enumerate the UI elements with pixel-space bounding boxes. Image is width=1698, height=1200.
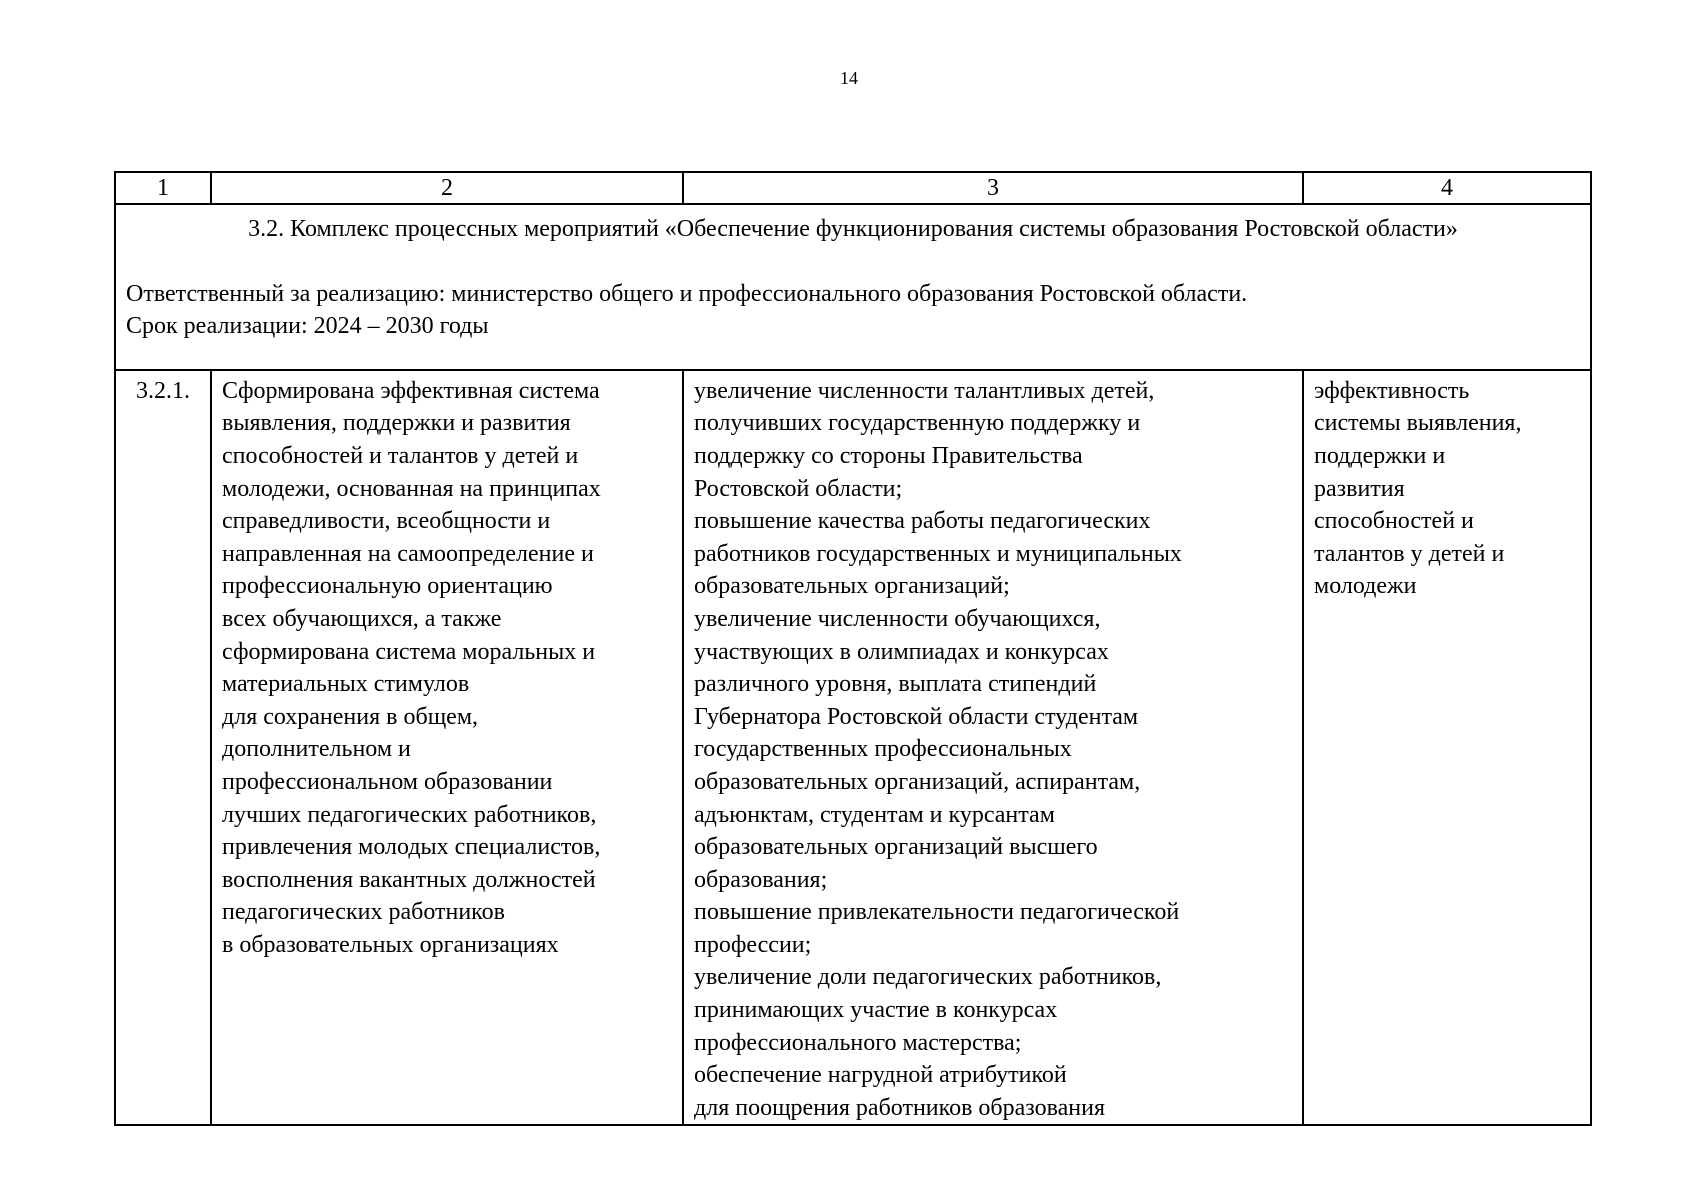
- task-line: профессионального мастерства;: [694, 1029, 1022, 1056]
- result-line: привлечения молодых специалистов,: [222, 834, 601, 861]
- result-line: способностей и талантов у детей и: [222, 442, 579, 469]
- section-row: [115, 204, 1591, 370]
- result-line: сформирована система моральных и: [222, 638, 596, 665]
- task-line: образования;: [694, 866, 828, 893]
- measures-table: [114, 171, 1592, 1126]
- indicator-line: талантов у детей и: [1314, 540, 1505, 567]
- task-line: увеличение численности талантливых детей,: [694, 377, 1155, 404]
- result-line: всех обучающихся, а также: [222, 605, 502, 632]
- item-indicator-cell: [1303, 370, 1591, 1126]
- indicator-line: эффективность: [1314, 377, 1470, 404]
- table-header-row: [115, 172, 1591, 204]
- task-line: поддержку со стороны Правительства: [694, 442, 1083, 469]
- task-line: работников государственных и муниципальных: [694, 540, 1182, 567]
- section-term: Срок реализации: 2024 – 2030 годы: [126, 313, 489, 340]
- task-line: получивших государственную поддержку и: [694, 410, 1141, 437]
- indicator-line: поддержки и: [1314, 442, 1446, 469]
- item-tasks-cell: [683, 370, 1303, 1126]
- result-line: справедливости, всеобщности и: [222, 508, 551, 535]
- result-line: для сохранения в общем,: [222, 703, 479, 730]
- indicator-line: способностей и: [1314, 508, 1474, 535]
- task-line: Губернатора Ростовской области студентам: [694, 703, 1139, 730]
- task-line: принимающих участие в конкурсах: [694, 997, 1058, 1024]
- task-line: образовательных организаций;: [694, 573, 1010, 600]
- result-line: профессиональном образовании: [222, 768, 553, 795]
- task-line: профессии;: [694, 931, 812, 958]
- header-cell-3: 3: [683, 172, 1303, 204]
- result-line: выявления, поддержки и развития: [222, 410, 571, 437]
- task-line: повышение качества работы педагогических: [694, 508, 1151, 535]
- result-line: материальных стимулов: [222, 671, 470, 698]
- result-line: педагогических работников: [222, 899, 505, 926]
- task-line: образовательных организаций, аспирантам,: [694, 768, 1141, 795]
- section-responsible: Ответственный за реализацию: министерство общего и профессионального образования Ростовской области.: [126, 280, 1248, 307]
- indicator-line: молодежи: [1314, 573, 1417, 600]
- header-cell-1: 1: [115, 172, 211, 204]
- task-line: для поощрения работников образования: [694, 1094, 1106, 1121]
- task-line: обеспечение нагрудной атрибутикой: [694, 1062, 1067, 1089]
- result-line: молодежи, основанная на принципах: [222, 475, 601, 502]
- task-line: образовательных организаций высшего: [694, 834, 1098, 861]
- header-cell-4: 4: [1303, 172, 1591, 204]
- item-result-cell: [211, 370, 683, 1126]
- task-line: участвующих в олимпиадах и конкурсах: [694, 638, 1109, 665]
- indicator-line: развития: [1314, 475, 1405, 502]
- task-line: адъюнктам, студентам и курсантам: [694, 801, 1055, 828]
- result-line: восполнения вакантных должностей: [222, 866, 596, 893]
- page-number: 14: [840, 68, 858, 88]
- task-line: повышение привлекательности педагогической: [694, 899, 1180, 926]
- section-title: 3.2. Комплекс процессных мероприятий «Обеспечение функционирования системы образования Ростовской области»: [248, 216, 1458, 242]
- result-line: дополнительном и: [222, 736, 411, 763]
- result-line: Сформирована эффективная система: [222, 377, 600, 404]
- task-line: увеличение доли педагогических работников,: [694, 964, 1162, 991]
- header-cell-2: 2: [211, 172, 683, 204]
- result-line: в образовательных организациях: [222, 931, 559, 958]
- task-line: различного уровня, выплата стипендий: [694, 671, 1097, 698]
- table-row: [115, 370, 1591, 1126]
- result-line: направленная на самоопределение и: [222, 540, 594, 567]
- task-line: Ростовской области;: [694, 475, 903, 502]
- result-line: профессиональную ориентацию: [222, 573, 553, 600]
- result-line: лучших педагогических работников,: [222, 801, 597, 828]
- section-cell: [115, 204, 1591, 370]
- task-line: увеличение численности обучающихся,: [694, 605, 1101, 632]
- indicator-line: системы выявления,: [1314, 410, 1522, 437]
- task-line: государственных профессиональных: [694, 736, 1072, 763]
- item-number: 3.2.1.: [115, 370, 211, 1126]
